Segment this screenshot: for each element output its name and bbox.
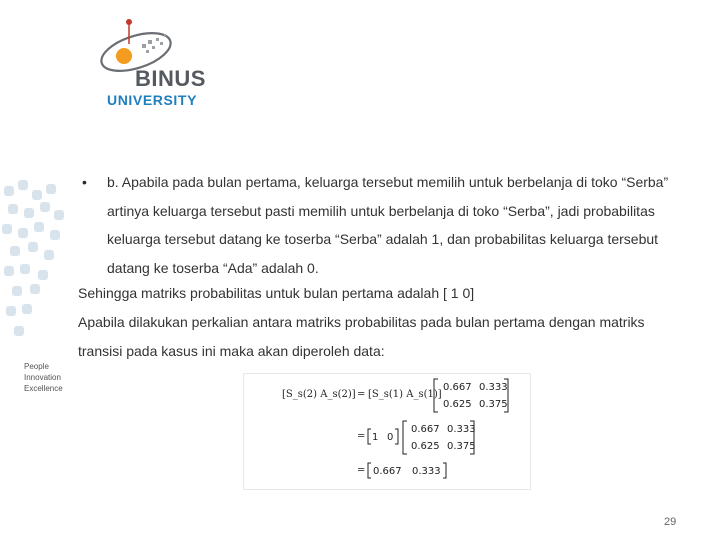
page-number: 29 [664,516,677,528]
eq-equals-2: = [357,431,366,442]
m1-r1c1: 0.667 [443,382,472,393]
tagline [24,361,63,394]
tagline-line-3: Excellence [24,384,63,393]
result-c1: 0.667 [373,466,402,477]
m2-r1c2: 0.333 [447,424,476,435]
equation-image [244,374,530,489]
eq-equals-3: = [357,465,366,476]
vec2-c1: 1 [372,432,379,443]
matrix2-left-bracket [403,421,407,454]
tagline-line-2: Innovation [24,373,61,382]
eq-lhs: [S_s(2) A_s(2)] [282,389,356,400]
matrix-equation [244,374,530,489]
vector2-left-bracket [368,429,371,444]
bullet-paragraph: b. Apabila pada bulan pertama, keluarga tersebut memilih untuk berbelanja di toko “Serba” artinya keluarga tersebut pasti memilih untuk berbelanja di toko “Serba”, jadi probabilitas keluarga tersebut datang ke toserba “Serba” adalah 1, dan probabilitas keluarga tersebut datang ke toserba “Ada” adalah 0. [107,174,669,276]
m2-r1c1: 0.667 [411,424,440,435]
m2-r2c2: 0.375 [447,441,476,452]
bullet-marker: • [82,174,87,190]
m1-r1c2: 0.333 [479,382,508,393]
eq-vector-1: [S_s(1) A_s(1)] [368,389,442,400]
left-decorative-strip [0,0,72,540]
paragraph-multiplication: Apabila dilakukan perkalian antara matriks probabilitas pada bulan pertama dengan matriks transisi pada kasus ini maka akan diperoleh data: [78,314,645,359]
result-left-bracket [368,463,371,478]
m1-r2c2: 0.375 [479,399,508,410]
vec2-c2: 0 [387,432,394,443]
paragraph-matrix-first-month: Sehingga matriks probabilitas untuk bulan pertama adalah [ 1 0] [78,285,475,301]
vector2-right-bracket [395,429,398,444]
logo-wordmark-binus: BINUS [135,66,206,91]
tagline-line-1: People [24,362,49,371]
dot-pattern-decoration [0,180,72,350]
logo-wordmark-university: UNIVERSITY [107,92,198,108]
m2-r2c1: 0.625 [411,441,440,452]
eq-equals-1: = [357,389,366,400]
result-right-bracket [443,463,446,478]
result-c2: 0.333 [412,466,441,477]
m1-r2c1: 0.625 [443,399,472,410]
